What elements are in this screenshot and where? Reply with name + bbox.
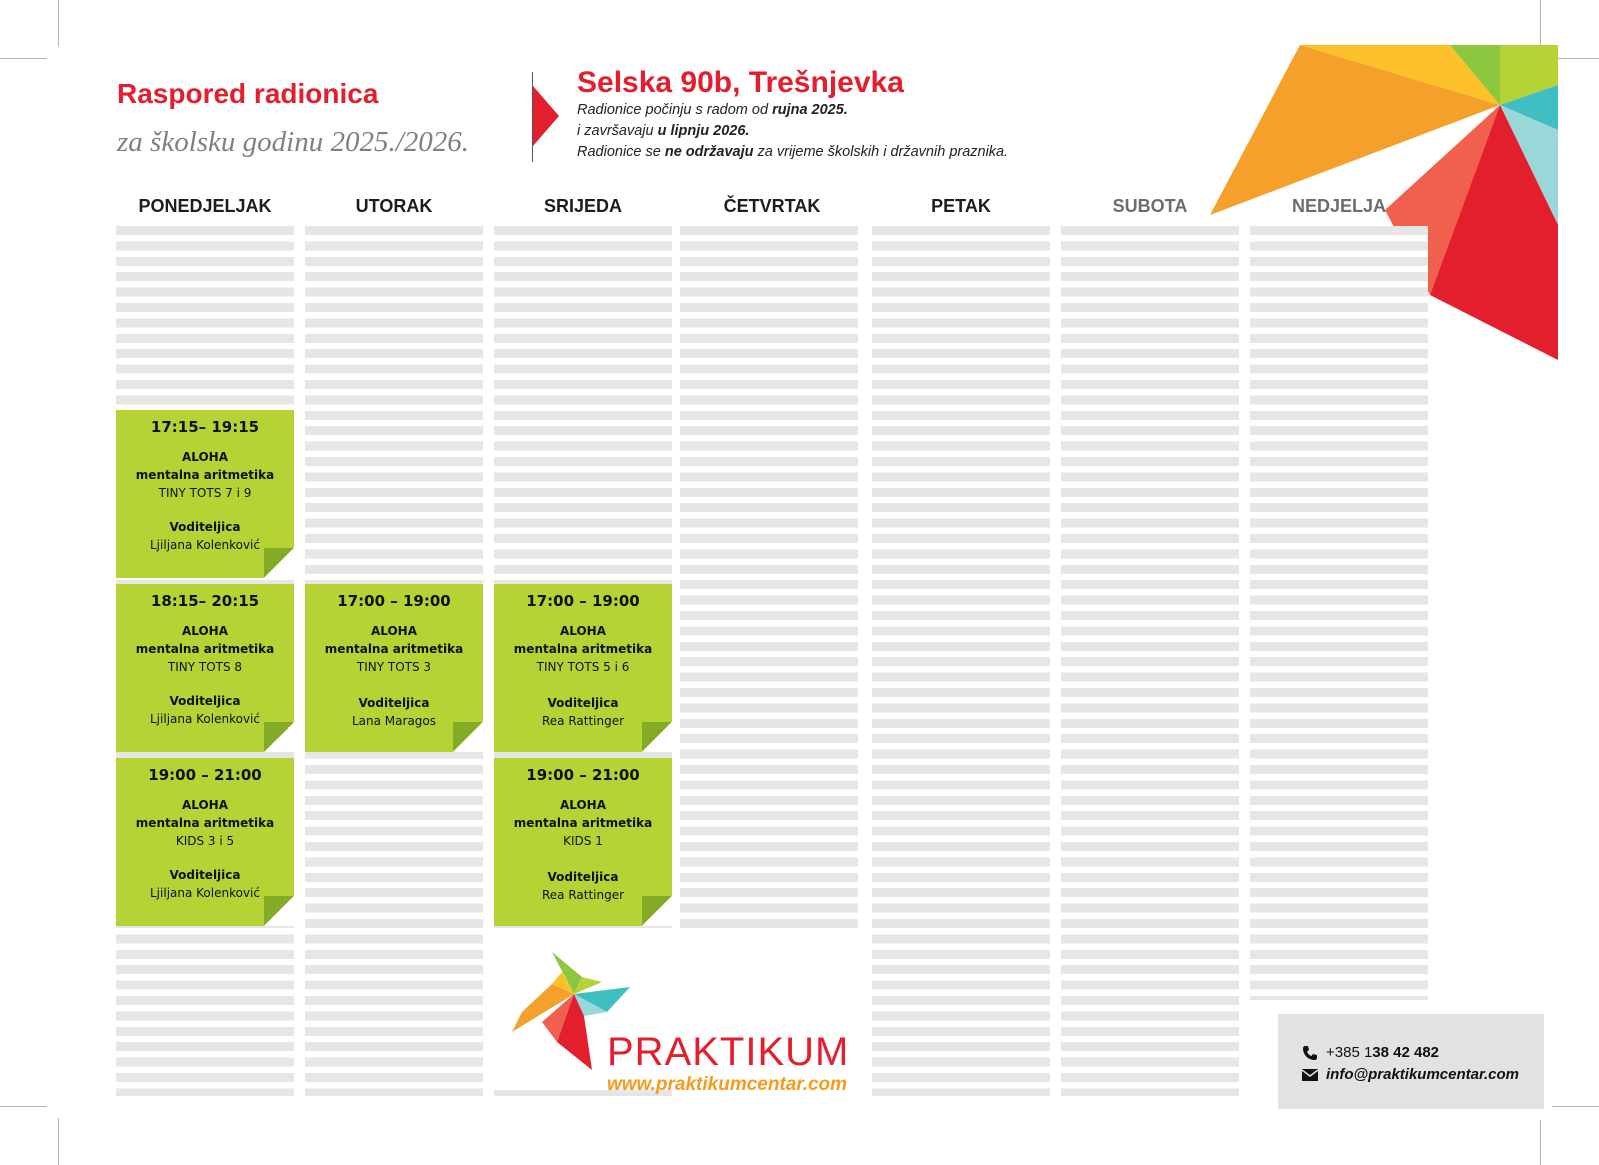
card-group: KIDS 3 i 5 bbox=[175, 834, 235, 848]
card-program bbox=[494, 622, 672, 676]
phone-icon bbox=[1302, 1045, 1318, 1061]
card-leader-label: Voditeljica bbox=[358, 696, 430, 710]
info-end-date: u lipnju 2026. bbox=[657, 123, 750, 139]
website-link[interactable]: www.praktikumcentar.com bbox=[607, 1074, 848, 1095]
info-line-1 bbox=[577, 100, 1008, 121]
card-leader-label: Voditeljica bbox=[169, 868, 241, 882]
phone-row bbox=[1302, 1044, 1439, 1061]
day-header-sunday: NEDJELJA bbox=[1291, 196, 1387, 216]
day-header-saturday: SUBOTA bbox=[1112, 196, 1188, 216]
card-leader-label: Voditeljica bbox=[547, 870, 619, 884]
card-group: TINY TOTS 3 bbox=[356, 660, 432, 674]
day-header-friday: PETAK bbox=[931, 196, 991, 216]
card-leader-name: Ljiljana Kolenković bbox=[150, 538, 260, 552]
card-subject: mentalna aritmetika bbox=[135, 642, 275, 656]
card-time: 18:15– 20:15 bbox=[150, 592, 260, 610]
contact-box bbox=[1278, 1014, 1544, 1109]
email-row bbox=[1302, 1066, 1519, 1083]
day-header-thursday: ČETVRTAK bbox=[723, 196, 821, 216]
crop-mark bbox=[1552, 1106, 1599, 1107]
card-program-name: ALOHA bbox=[559, 798, 607, 812]
workshop-card[interactable] bbox=[116, 410, 294, 578]
card-program-name: ALOHA bbox=[559, 624, 607, 638]
workshop-card[interactable] bbox=[305, 584, 483, 752]
column-sunday bbox=[1250, 226, 1428, 1096]
card-subject: mentalna aritmetika bbox=[135, 816, 275, 830]
info-text: Radionice počinju s radom od bbox=[577, 102, 773, 118]
day-header-monday: PONEDJELJAK bbox=[138, 196, 272, 216]
crop-mark bbox=[58, 1118, 59, 1165]
card-corner-fold bbox=[453, 722, 483, 752]
phone-number[interactable]: 38 42 482 bbox=[1372, 1044, 1440, 1061]
page-subtitle: za školsku godinu 2025./2026. bbox=[117, 126, 470, 158]
card-time: 19:00 – 21:00 bbox=[148, 766, 262, 784]
schedule-info bbox=[577, 100, 1008, 163]
card-program bbox=[116, 448, 294, 502]
page-title: Raspored radionica bbox=[117, 78, 379, 109]
card-program-name: ALOHA bbox=[370, 624, 418, 638]
info-text: Radionice se bbox=[577, 144, 665, 160]
card-time: 17:15– 19:15 bbox=[150, 418, 260, 436]
brand-name: PRAKTIKUM bbox=[607, 1030, 850, 1074]
card-time: 17:00 – 19:00 bbox=[337, 592, 451, 610]
workshop-card[interactable] bbox=[116, 758, 294, 926]
card-group: TINY TOTS 7 i 9 bbox=[158, 486, 252, 500]
crop-mark bbox=[58, 0, 59, 47]
card-program bbox=[305, 622, 483, 676]
card-program bbox=[494, 796, 672, 850]
card-time: 17:00 – 19:00 bbox=[526, 592, 640, 610]
arrow-marker-icon bbox=[533, 86, 561, 146]
crop-mark bbox=[0, 1106, 47, 1107]
card-time: 19:00 – 21:00 bbox=[526, 766, 640, 784]
card-group: KIDS 1 bbox=[563, 834, 603, 848]
phone-prefix: +385 1 bbox=[1326, 1044, 1373, 1061]
card-program bbox=[116, 796, 294, 850]
crop-mark bbox=[1540, 1118, 1541, 1165]
info-line-2 bbox=[577, 121, 1008, 142]
card-group: TINY TOTS 5 i 6 bbox=[536, 660, 630, 674]
card-program bbox=[116, 622, 294, 676]
crop-mark bbox=[0, 58, 47, 59]
card-leader-name: Rea Rattinger bbox=[541, 888, 625, 902]
card-group: TINY TOTS 8 bbox=[167, 660, 243, 674]
day-header-wednesday: SRIJEDA bbox=[543, 196, 623, 216]
card-leader-name: Ljiljana Kolenković bbox=[150, 712, 260, 726]
card-corner-fold bbox=[642, 722, 672, 752]
column-saturday bbox=[1061, 226, 1239, 1096]
card-corner-fold bbox=[264, 722, 294, 752]
info-start-date: rujna 2025. bbox=[772, 102, 848, 118]
card-corner-fold bbox=[264, 896, 294, 926]
card-program-name: ALOHA bbox=[181, 624, 229, 638]
card-program-name: ALOHA bbox=[181, 798, 229, 812]
workshop-card[interactable] bbox=[494, 758, 672, 926]
envelope-icon bbox=[1302, 1068, 1318, 1082]
column-thursday bbox=[680, 226, 858, 1001]
info-text: i završavaju bbox=[577, 123, 658, 139]
email-link[interactable]: info@praktikumcentar.com bbox=[1326, 1066, 1520, 1083]
card-leader-name: Rea Rattinger bbox=[541, 714, 625, 728]
info-text: za vrijeme školskih i državnih praznika. bbox=[753, 144, 1009, 160]
card-subject: mentalna aritmetika bbox=[513, 642, 653, 656]
card-subject: mentalna aritmetika bbox=[513, 816, 653, 830]
card-subject: mentalna aritmetika bbox=[324, 642, 464, 656]
card-program-name: ALOHA bbox=[181, 450, 229, 464]
card-subject: mentalna aritmetika bbox=[135, 468, 275, 482]
location-title: Selska 90b, Trešnjevka bbox=[577, 66, 904, 99]
info-not-held: ne održavaju bbox=[664, 144, 754, 160]
card-corner-fold bbox=[642, 896, 672, 926]
day-header-tuesday: UTORAK bbox=[355, 196, 433, 216]
workshop-card[interactable] bbox=[494, 584, 672, 752]
workshop-card[interactable] bbox=[116, 584, 294, 752]
info-line-3 bbox=[577, 142, 1008, 163]
card-leader-label: Voditeljica bbox=[169, 520, 241, 534]
card-corner-fold bbox=[264, 548, 294, 578]
card-leader-name: Ljiljana Kolenković bbox=[150, 886, 260, 900]
card-leader-label: Voditeljica bbox=[547, 696, 619, 710]
column-friday bbox=[872, 226, 1050, 1096]
card-leader-name: Lana Maragos bbox=[351, 714, 437, 728]
card-leader-label: Voditeljica bbox=[169, 694, 241, 708]
